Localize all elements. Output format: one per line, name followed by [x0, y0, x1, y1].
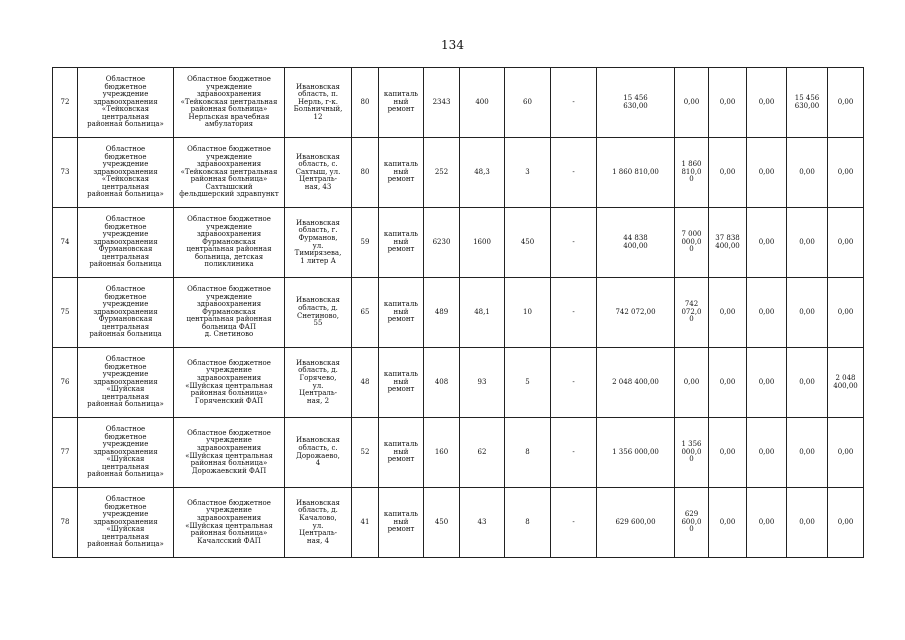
amount-cell: 0,00 — [675, 68, 709, 138]
value-cell: 160 — [424, 418, 460, 488]
total-cost-cell: 15 456 630,00 — [597, 68, 675, 138]
address-cell: Ивановская область, г. Фурманов, ул. Тимирязева, 1 литер А — [285, 208, 352, 278]
organization-cell: Областное бюджетное учреждение здравоохранения «Тейковская центральная районная больница» — [78, 138, 174, 208]
work-type-cell: капиталь ный ремонт — [379, 348, 424, 418]
table-row — [53, 278, 864, 348]
amount-cell: 0,00 — [828, 278, 864, 348]
object-cell: Областное бюджетное учреждение здравоохранения Фурмановская центральная районная больница ФАП д. Снетиново — [174, 278, 285, 348]
object-cell: Областное бюджетное учреждение здравоохранения Фурмановская центральная районная больница, детская поликлиника — [174, 208, 285, 278]
amount-cell: 37 838 400,00 — [709, 208, 747, 278]
amount-cell: 0,00 — [747, 138, 787, 208]
amount-cell: 0,00 — [787, 208, 828, 278]
amount-cell: 2 048 400,00 — [828, 348, 864, 418]
value-cell: - — [551, 418, 597, 488]
amount-cell: 0,00 — [828, 138, 864, 208]
amount-cell: 742 072,0 0 — [675, 278, 709, 348]
table-row — [53, 418, 864, 488]
value-cell: 80 — [352, 138, 379, 208]
value-cell: 8 — [505, 488, 551, 558]
amount-cell: 0,00 — [787, 278, 828, 348]
value-cell: 1600 — [460, 208, 505, 278]
value-cell: - — [551, 208, 597, 278]
amount-cell: 0,00 — [747, 68, 787, 138]
address-cell: Ивановская область, с. Дорожаево, 4 — [285, 418, 352, 488]
amount-cell: 0,00 — [747, 488, 787, 558]
amount-cell: 0,00 — [747, 418, 787, 488]
row-number: 75 — [53, 278, 78, 348]
amount-cell: 7 000 000,0 0 — [675, 208, 709, 278]
value-cell: 8 — [505, 418, 551, 488]
amount-cell: 0,00 — [787, 488, 828, 558]
amount-cell: 0,00 — [709, 488, 747, 558]
value-cell: 93 — [460, 348, 505, 418]
address-cell: Ивановская область, д. Горячево, ул. Централь- ная, 2 — [285, 348, 352, 418]
amount-cell: 1 860 810,0 0 — [675, 138, 709, 208]
object-cell: Областное бюджетное учреждение здравоохранения «Шуйская центральная районная больница» Горяченский ФАП — [174, 348, 285, 418]
amount-cell: 0,00 — [828, 68, 864, 138]
row-number: 78 — [53, 488, 78, 558]
table-row — [53, 138, 864, 208]
total-cost-cell: 1 860 810,00 — [597, 138, 675, 208]
table-row — [53, 348, 864, 418]
row-number: 73 — [53, 138, 78, 208]
value-cell: 10 — [505, 278, 551, 348]
amount-cell: 0,00 — [828, 208, 864, 278]
value-cell: 48,3 — [460, 138, 505, 208]
amount-cell: 0,00 — [747, 208, 787, 278]
work-type-cell: капиталь ный ремонт — [379, 138, 424, 208]
amount-cell: 15 456 630,00 — [787, 68, 828, 138]
value-cell: 3 — [505, 138, 551, 208]
total-cost-cell: 2 048 400,00 — [597, 348, 675, 418]
value-cell: 450 — [505, 208, 551, 278]
work-type-cell: капиталь ный ремонт — [379, 68, 424, 138]
amount-cell: 0,00 — [709, 278, 747, 348]
organization-cell: Областное бюджетное учреждение здравоохранения «Шуйская центральная районная больница» — [78, 348, 174, 418]
value-cell: 408 — [424, 348, 460, 418]
value-cell: 60 — [505, 68, 551, 138]
table-row — [53, 68, 864, 138]
value-cell: 52 — [352, 418, 379, 488]
value-cell: 59 — [352, 208, 379, 278]
value-cell: - — [551, 278, 597, 348]
value-cell: 48,1 — [460, 278, 505, 348]
value-cell: - — [551, 348, 597, 418]
address-cell: Ивановская область, с. Сахтыш, ул. Централь- ная, 43 — [285, 138, 352, 208]
amount-cell: 0,00 — [709, 418, 747, 488]
work-type-cell: капиталь ный ремонт — [379, 278, 424, 348]
amount-cell: 0,00 — [747, 278, 787, 348]
amount-cell: 0,00 — [675, 348, 709, 418]
amount-cell: 0,00 — [747, 348, 787, 418]
total-cost-cell: 742 072,00 — [597, 278, 675, 348]
row-number: 77 — [53, 418, 78, 488]
amount-cell: 0,00 — [709, 138, 747, 208]
object-cell: Областное бюджетное учреждение здравоохранения «Тейковская центральная районная больница» Нерльская врачебная амбулатория — [174, 68, 285, 138]
object-cell: Областное бюджетное учреждение здравоохранения «Тейковская центральная районная больница» Сахтышский фельдшерский здравпункт — [174, 138, 285, 208]
value-cell: 2343 — [424, 68, 460, 138]
value-cell: 5 — [505, 348, 551, 418]
table-row — [53, 208, 864, 278]
amount-cell: 0,00 — [828, 488, 864, 558]
value-cell: 41 — [352, 488, 379, 558]
amount-cell: 0,00 — [828, 418, 864, 488]
row-number: 76 — [53, 348, 78, 418]
value-cell: 48 — [352, 348, 379, 418]
work-type-cell: капиталь ный ремонт — [379, 488, 424, 558]
address-cell: Ивановская область, д. Снетиново, 55 — [285, 278, 352, 348]
value-cell: 6230 — [424, 208, 460, 278]
page-number: 134 — [441, 38, 464, 52]
organization-cell: Областное бюджетное учреждение здравоохранения Фурмановская центральная районная больница — [78, 278, 174, 348]
address-cell: Ивановская область, п. Нерль, г-к. Больничный, 12 — [285, 68, 352, 138]
value-cell: 252 — [424, 138, 460, 208]
organization-cell: Областное бюджетное учреждение здравоохранения «Шуйская центральная районная больница» — [78, 418, 174, 488]
amount-cell: 0,00 — [787, 348, 828, 418]
object-cell: Областное бюджетное учреждение здравоохранения «Шуйская центральная районная больница» Дорожаевский ФАП — [174, 418, 285, 488]
table-row — [53, 488, 864, 558]
object-cell: Областное бюджетное учреждение здравоохранения «Шуйская центральная районная больница» Качалсский ФАП — [174, 488, 285, 558]
value-cell: 43 — [460, 488, 505, 558]
work-type-cell: капиталь ный ремонт — [379, 418, 424, 488]
amount-cell: 0,00 — [787, 138, 828, 208]
total-cost-cell: 44 838 400,00 — [597, 208, 675, 278]
amount-cell: 0,00 — [787, 418, 828, 488]
organization-cell: Областное бюджетное учреждение здравоохранения «Тейковская центральная районная больница» — [78, 68, 174, 138]
value-cell: 489 — [424, 278, 460, 348]
row-number: 74 — [53, 208, 78, 278]
value-cell: 65 — [352, 278, 379, 348]
value-cell: - — [551, 138, 597, 208]
value-cell: - — [551, 68, 597, 138]
value-cell: 62 — [460, 418, 505, 488]
total-cost-cell: 1 356 000,00 — [597, 418, 675, 488]
row-number: 72 — [53, 68, 78, 138]
value-cell: 450 — [424, 488, 460, 558]
total-cost-cell: 629 600,00 — [597, 488, 675, 558]
organization-cell: Областное бюджетное учреждение здравоохранения «Шуйская центральная районная больница» — [78, 488, 174, 558]
amount-cell: 0,00 — [709, 348, 747, 418]
value-cell: - — [551, 488, 597, 558]
amount-cell: 629 600,0 0 — [675, 488, 709, 558]
organization-cell: Областное бюджетное учреждение здравоохранения Фурмановская центральная районная больница — [78, 208, 174, 278]
repair-table — [52, 67, 864, 558]
value-cell: 400 — [460, 68, 505, 138]
amount-cell: 0,00 — [709, 68, 747, 138]
value-cell: 80 — [352, 68, 379, 138]
work-type-cell: капиталь ный ремонт — [379, 208, 424, 278]
address-cell: Ивановская область, д. Качалово, ул. Централь- ная, 4 — [285, 488, 352, 558]
amount-cell: 1 356 000,0 0 — [675, 418, 709, 488]
